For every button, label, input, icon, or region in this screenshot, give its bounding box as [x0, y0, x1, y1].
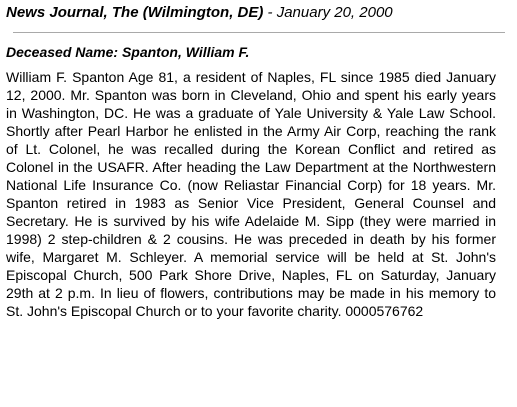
newspaper-source: News Journal, The (Wilmington, DE)	[6, 4, 264, 21]
record-header	[6, 3, 511, 23]
deceased-name-line	[6, 42, 511, 62]
deceased-name: Spanton, William F.	[121, 44, 250, 60]
obituary-text: William F. Spanton Age 81, a resident of Naples, FL since 1985 died January 12, 2000. Mr. Spanton was born in Cleveland, Ohio and spent his early years in Washington, DC. He was a graduate of Yale University & Yale Law School. Shortly after Pearl Harbor he enlisted in the Army Air Corp, reaching the rank of Lt. Colonel, he was recalled during the Korean Conflict and retired as Colonel in the USAFR. After heading the Law Department at the Northwestern National Life Insurance Co. (now Reliastar Financial Corp) for 18 years. Mr. Spanton retired in 1983 as Senior Vice President, General Counsel and Secretary. He is survived by his wife Adelaide M. Sipp (they were married in 1998) 2 step-children & 2 cousins. He was preceded in death by his former wife, Margaret M. Schleyer. A memorial service will be held at St. John's Episcopal Church, 500 Park Shore Drive, Naples, FL on Saturday, January 29th at 2 p.m. In lieu of flowers, contributions may be made in his memory to St. John's Episcopal Church or to your favorite charity. 0000576762	[6, 69, 496, 319]
deceased-name-label: Deceased Name:	[6, 44, 119, 60]
publication-date: January 20, 2000	[276, 4, 393, 21]
header-separator: -	[267, 4, 273, 21]
header-divider	[13, 32, 505, 33]
